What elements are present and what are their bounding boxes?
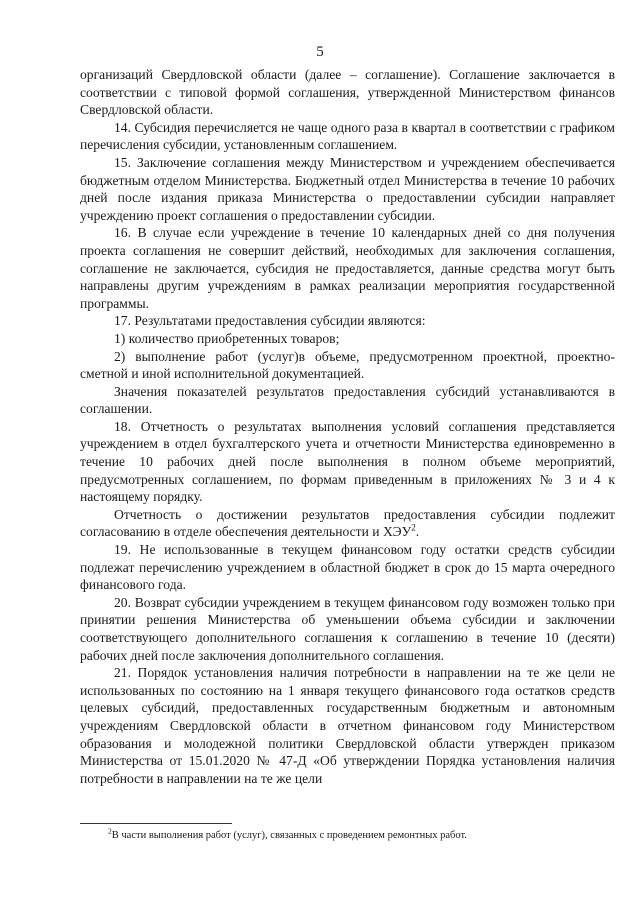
paragraph-18-reporting-text: Отчетность о достижении результатов предоставления субсидии подлежит согласованию в отделе обеспечения деятельности и ХЭУ [80, 506, 615, 540]
paragraph-17: 17. Результатами предоставления субсидии являются: [114, 313, 426, 329]
footnote-divider [80, 823, 232, 824]
paragraph-18: 18. Отчетность о результатах выполнения условий соглашения представляется учреждением в отдел бухгалтерского учета и отчетности Министерства единовременно в течение 10 рабочих дней после выполнения в полном объеме мероприятий, предусмотренных соглашением, по формам приведенным в приложениях № 3 и 4 к настоящему порядку. [80, 418, 615, 505]
paragraph-17-values: Значения показателей результатов предоставления субсидий устанавливаются в соглашении. [80, 383, 615, 417]
paragraph-18-reporting-end: . [415, 524, 420, 540]
footnote-reference[interactable]: 2 [411, 522, 416, 533]
document-body [80, 66, 615, 787]
footnote-mark: 2 [108, 826, 112, 836]
paragraph-20: 20. Возврат субсидии учреждением в текущем финансовом году возможен только при принятии решения Министерства об уменьшении объема субсидии и заключении соответствующего дополнительного соглашения к соглашению в течение 10 (десяти) рабочих дней после заключения дополнительного соглашения. [80, 594, 615, 663]
footnote-text: В части выполнения работ (услуг), связанных с проведением ремонтных работ. [111, 830, 467, 841]
paragraph-15: 15. Заключение соглашения между Министерством и учреждением обеспечивается бюджетным отделом Министерства. Бюджетный отдел Министерства в течение 10 рабочих дней после издания приказа Министерства о предоставлении субсидии направляет учреждению проект соглашения о предоставлении субсидии. [80, 154, 615, 223]
paragraph-16: 16. В случае если учреждение в течение 10 календарных дней со дня получения проекта соглашения не совершит действий, необходимых для заключения соглашения, соглашение не заключается, субсидия не предоставляется, данные средства могут быть направлены другим учреждениям в рамках реализации мероприятия государственной программы. [80, 225, 615, 311]
paragraph-21: 21. Порядок установления наличия потребности в направлении на те же цели не использованных по состоянию на 1 января текущего финансового года остатков средств целевых субсидий, предоставленных государственным бюджетным и автономным учреждениям Свердловской области в отчетном финансовом году Министерством образования и молодежной политики Свердловской области утвержден приказом Министерства от 15.01.2020 № 47-Д «Об утверждении Порядка установления наличия потребности в направлении на те же цели [80, 665, 615, 786]
paragraph-18-reporting [80, 506, 615, 541]
footnote [108, 826, 608, 842]
paragraph-17-item-2: 2) выполнение работ (услуг)в объеме, предусмотренном проектной, проектно-сметной и иной исполнительной документацией. [80, 348, 615, 382]
paragraph-continuation: организаций Свердловской области (далее – соглашение). Соглашение заключается в соответствии с типовой формой соглашения, утвержденной Министерством финансов Свердловской области. [80, 67, 615, 118]
paragraph-19: 19. Не использованные в текущем финансовом году остатки средств субсидии подлежат перечислению учреждением в областной бюджет в срок до 15 марта очередного финансового года. [80, 542, 615, 593]
paragraph-17-item-1: 1) количество приобретенных товаров; [114, 330, 340, 346]
page-number: 5 [316, 44, 324, 60]
paragraph-14: 14. Субсидия перечисляется не чаще одного раза в квартал в соответствии с графиком перечисления субсидии, установленным соглашением. [80, 119, 615, 153]
